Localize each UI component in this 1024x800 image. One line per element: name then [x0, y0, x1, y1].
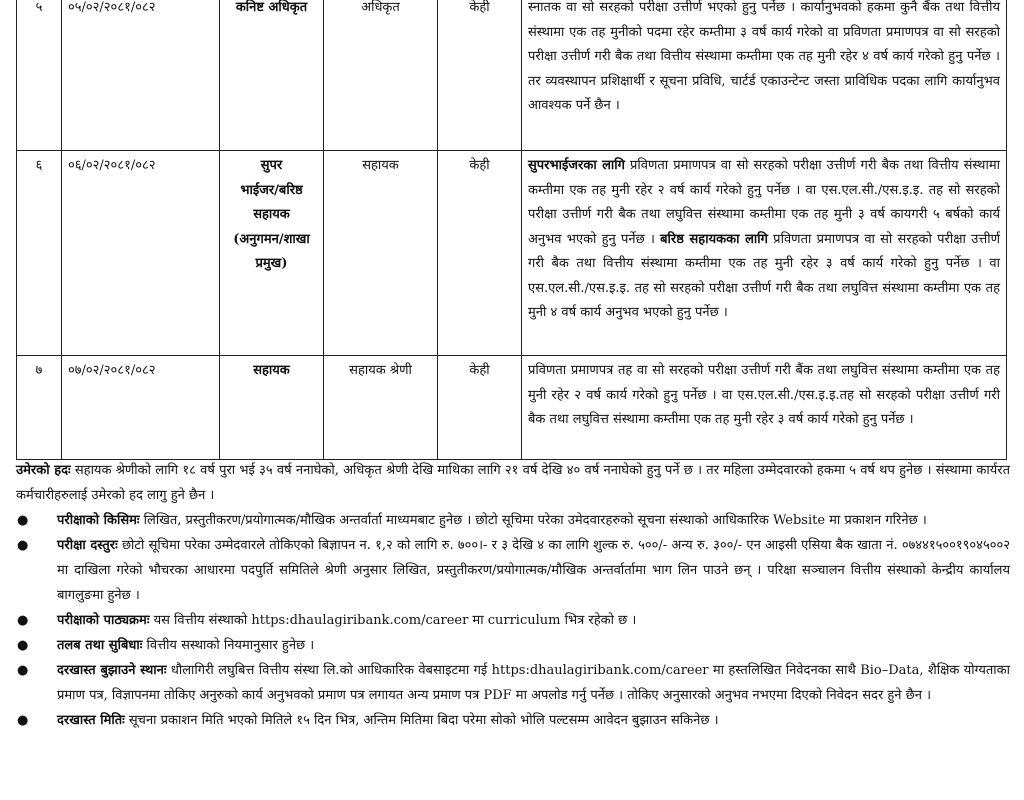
bullet-icon: ●: [17, 538, 29, 553]
advertisement-number: ०५/०२/२०८१/०८२: [62, 0, 220, 151]
table-row: [17, 356, 1007, 460]
bullet-label: दरखास्त मितिः: [57, 713, 125, 728]
service-level: अधिकृत: [324, 0, 438, 151]
bullet-text: छोटो सूचिमा परेका उम्मेदवारले तोकिएको बिज्ञापन न. १,२ को लागि रु. ७००।- र ३ देखि ४ का लागि शुल्क रु. ५००/- अन्य रु. ३००/- एन आइसी एसिया बैक खाता नं. ०७४४१५००१९०४५००२ मा दाखिला गरेको भौचरका आधारमा पदपुर्ति समितिले श्रेणी अनुसार लिखित, प्रस्तुतीकरण/प्रयोगात्मक/मौखिक अन्तर्वार्तामा भाग लिन पाउने छन् । परिक्षा सञ्चालन वित्तीय संस्थाको केन्द्रीय कार्यालय बागलुङमा हुनेछ ।: [57, 538, 1010, 603]
vacancy-count: केही: [438, 0, 522, 151]
bullet-label: परीक्षाको पाठ्यक्रमः: [57, 613, 150, 628]
submission-place-item: [16, 658, 1010, 708]
bullet-list: [16, 508, 1010, 733]
bullet-label: परीक्षा दस्तुरः: [57, 538, 118, 553]
bullet-icon: ●: [17, 713, 29, 728]
position-name-line: भाईजर/बरिष्ठ: [240, 182, 303, 198]
bullet-icon: ●: [17, 613, 29, 628]
qualification-text: स्नातक वा सो सरहको परीक्षा उत्तीर्ण भएको हुनु पर्नेछ । कार्यानुभवको हकमा कुनै बैंक तथा वित्तीय संस्थामा एक तह मुनीको पदमा रहेर कम्तीमा ३ वर्ष कार्य गरेको वा प्रविणता प्रमाणपत्र वा सो सरहको परीक्षा उत्तीर्ण गरी बैक तथा वित्तीय संस्थामा कम्तीमा एक तह मुनी रहेर ४ वर्ष कार्य गरेको हुनु पर्नेछ । तर व्यवस्थापन प्रशिक्षार्थी र सूचना प्रविधि, चार्टर्ड एकाउन्टेन्ट जस्ता प्राविधिक पदका लागि कार्यानुभव आवश्यक पर्ने छैन ।: [522, 0, 1007, 151]
exam-type-item: [16, 508, 1010, 533]
position-name-line: प्रमुख): [255, 256, 288, 271]
position-name-line: (अनुगमन/शाखा: [233, 231, 310, 247]
qualification-text: [522, 151, 1007, 356]
supervisor-heading: सुपरभाईजरका लागि: [528, 158, 625, 173]
supervisor-requirement: प्रविणता प्रमाणपत्र वा सो सरहको परीक्षा उत्तीर्ण गरी बैक तथा वित्तीय संस्थामा कम्तीमा एक तह मुनी रहेर २ वर्ष कार्य गरेको हुनु पर्नेछ । वा एस.एल.सी./एस.इ.इ. तह सो सरहको परीक्षा उत्तीर्ण गरी बैक तथा लघुवित्त संस्थामा कम्तीमा एक तह मुनी ३ वर्ष कायगरी ५ बर्षको कार्य अनुभव भएको हुनु पर्नेछ ।: [528, 158, 1000, 247]
bullet-text: वित्तीय सस्थाको नियमानुसार हुनेछ ।: [142, 638, 315, 653]
service-level: सहायक श्रेणी: [324, 356, 438, 460]
exam-fee-item: [16, 533, 1010, 608]
bullet-text: लिखित, प्रस्तुतीकरण/प्रयोगात्मक/मौखिक अन्तर्वार्ता माध्यमबाट हुनेछ । छोटो सूचिमा परेका उमेदवारहरुको सूचना संस्थाको आधिकारिक Website मा प्रकाशन गरिनेछ ।: [139, 513, 927, 528]
position-name: कनिष्ट अधिकृत: [220, 0, 324, 151]
advertisement-number: ०७/०२/२०८१/०८२: [62, 356, 220, 460]
submission-date-item: [16, 708, 1010, 733]
salary-item: [16, 633, 1010, 658]
position-name: [220, 151, 324, 356]
serial-number: ५: [17, 0, 62, 151]
senior-assistant-heading: बरिष्ठ सहायकका लागि: [660, 231, 768, 247]
serial-number: ६: [17, 151, 62, 356]
advertisement-number: ०६/०२/२०८१/०८२: [62, 151, 220, 356]
bullet-label: दरखास्त बुझाउने स्थानः: [57, 663, 167, 678]
table-row: [17, 0, 1007, 151]
serial-number: ७: [17, 356, 62, 460]
vacancy-count: केही: [438, 356, 522, 460]
bullet-label: तलब तथा सुबिधाः: [57, 638, 143, 653]
position-name-line: सहायक: [253, 207, 290, 222]
service-level: सहायक: [324, 151, 438, 356]
bullet-icon: ●: [17, 663, 29, 678]
age-limit-text: सहायक श्रेणीको लागि १८ वर्ष पुरा भई ३५ वर्ष ननाघेको, अधिकृत श्रेणी देखि माथिका लागि २१ वर्ष देखि ४० वर्ष ननाघेको हुनु पर्ने छ । तर महिला उम्मेदवारको हकमा ५ वर्ष थप हुनेछ । संस्थामा कार्यरत कर्मचारीहरुलाई उमेरको हद लागु हुने छैन ।: [16, 463, 1010, 503]
age-limit-paragraph: [16, 458, 1010, 508]
bullet-icon: ●: [17, 513, 29, 528]
position-name: सहायक: [220, 356, 324, 460]
notice-notes: [16, 458, 1010, 733]
qualification-text: प्रविणता प्रमाणपत्र तह वा सो सरहको परीक्षा उत्तीर्ण गरी बैंक तथा लघुवित्त संस्थामा कम्तीमा एक तह मुनी रहेर २ वर्ष कार्य गरेको हुनु पर्नेछ । वा एस.एल.सी./एस.इ.इ.तह सो सरहको परीक्षा उत्तीर्ण गरी बैक तथा लघुवित्त संस्थामा कम्तीमा एक तह मुनी रहेर ३ वर्ष कार्य गरेको हुनु पर्नेछ ।: [522, 356, 1007, 460]
age-limit-label: उमेरको हदः: [16, 463, 71, 478]
bullet-text: सूचना प्रकाशन मिति भएको मितिले १५ दिन भित्र, अन्तिम मितिमा बिदा परेमा सोको भोलि पल्टसम्म आवेदन बुझाउन सकिनेछ ।: [124, 713, 719, 728]
vacancy-table: [16, 0, 1007, 460]
senior-assistant-requirement: प्रविणता प्रमाणपत्र वा सो सरहको परीक्षा उत्तीर्ण गरी बैक तथा वित्तीय संस्थामा कम्तीमा एक तह मुनी रहेर ३ वर्ष कार्य गरेको हुनु पर्नेछ । वा एस.एल.सी./एस.इ.इ. तह सो सरहको परीक्षा उत्तीर्ण गरी बैक तथा लघुवित्त संस्थामा कम्तीमा एक तह मुनी ४ वर्ष कार्य अनुभव भएको हुनु पर्नेछ ।: [528, 231, 1000, 320]
position-name-line: सुपर: [260, 158, 283, 173]
table-row: [17, 151, 1007, 356]
bullet-text: धौलागिरी लघुबित्त वित्तीय संस्था लि.को आधिकारिक वेबसाइटमा गई https:dhaulagiribank.com/career मा हस्तलिखित निवेदनका साथै Bio–Data, शैक्षिक योग्यताका प्रमाण पत्र, विज्ञापनमा तोकिए अनुरुको कार्य अनुभवको प्रमाण पत्र लगायत अन्य प्रमाण पत्र PDF मा अपलोड गर्नु पर्नेछ । तोकिए अनुसारको अनुभव नभएमा दिएको निवेदन सदर हुने छैन ।: [57, 663, 1010, 703]
bullet-icon: ●: [17, 638, 29, 653]
vacancy-count: केही: [438, 151, 522, 356]
bullet-text: यस वित्तीय संस्थाको https:dhaulagiribank.com/career मा curriculum भित्र रहेको छ ।: [149, 613, 637, 628]
curriculum-item: [16, 608, 1010, 633]
bullet-label: परीक्षाको किसिमः: [57, 513, 140, 528]
